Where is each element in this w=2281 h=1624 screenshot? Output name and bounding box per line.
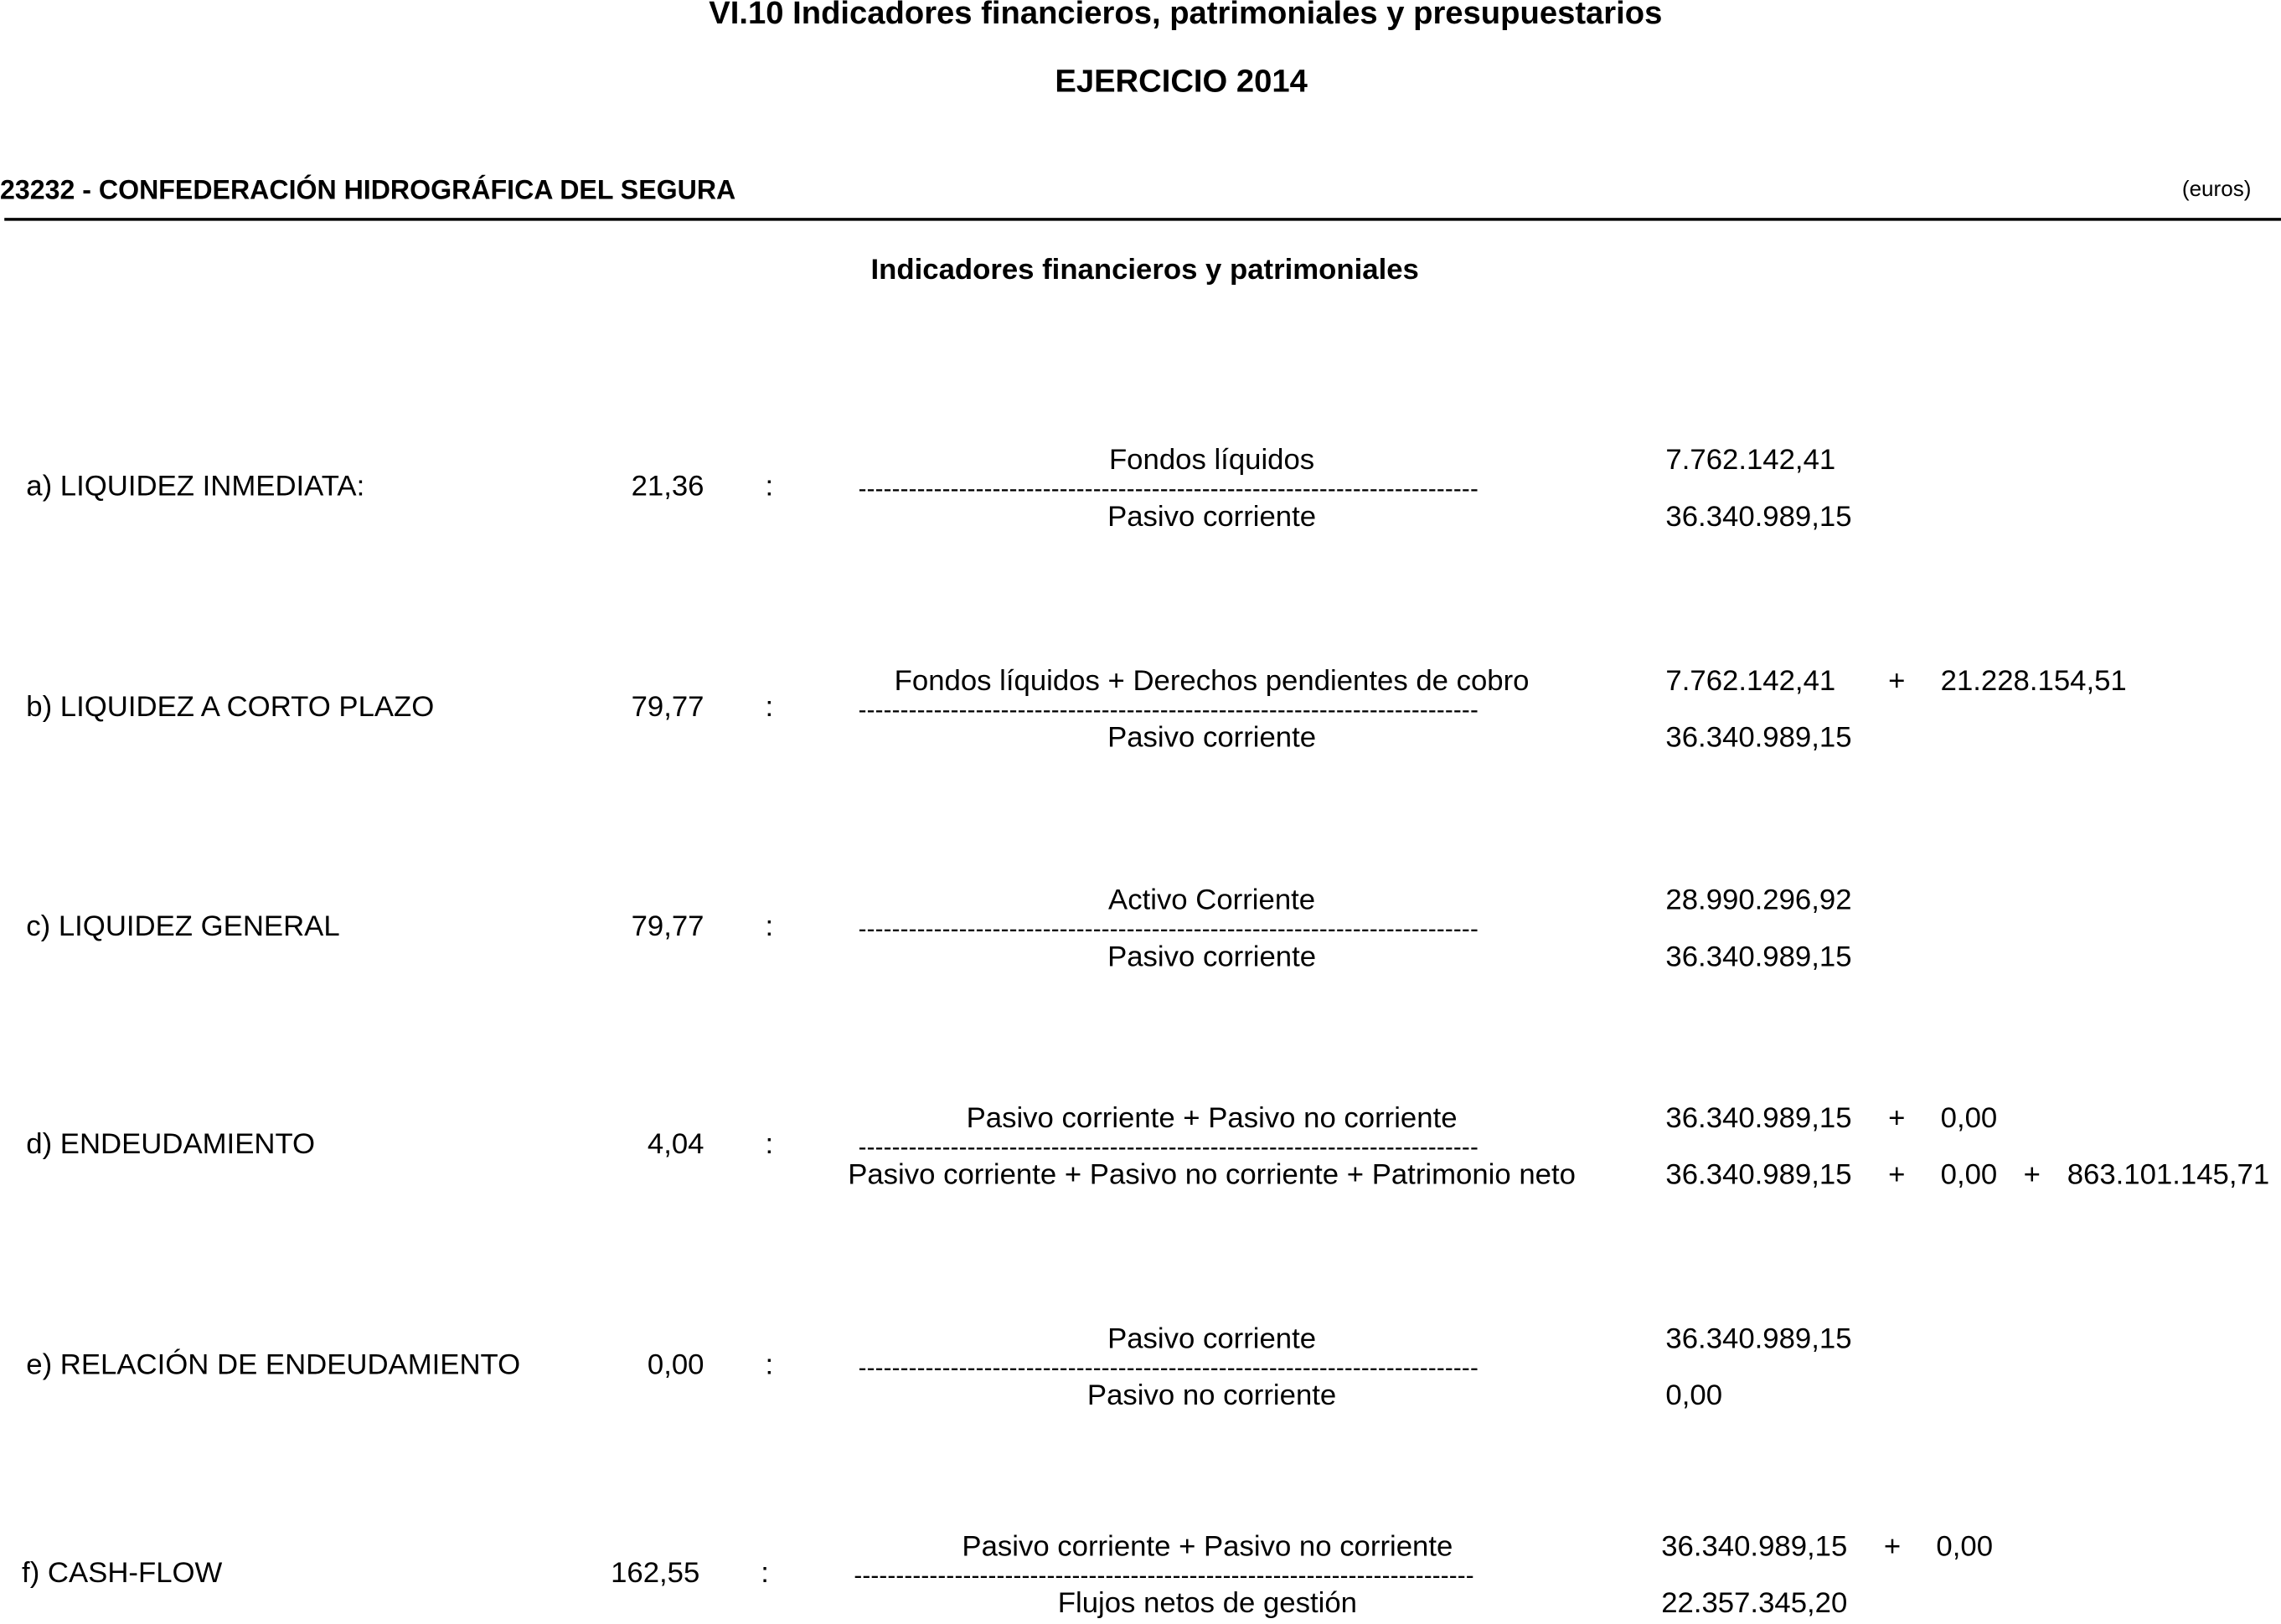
denominator-amount: 863.101.145,71 [2067,1159,2270,1192]
indicator-value: 162,55 [611,1557,700,1590]
indicator-colon: : [765,1349,774,1382]
fraction-divider: -------------------------------------------------------------------------- [858,1353,1479,1382]
numerator-formula: Activo Corriente [1108,884,1316,917]
numerator-amount: 0,00 [1936,1531,1994,1564]
numerator-amount: 0,00 [1940,1102,1998,1135]
fraction-divider: -------------------------------------------------------------------------- [858,695,1479,724]
numerator-amount: 36.340.989,15 [1665,1323,1852,1356]
indicator-label: d) ENDEUDAMIENTO [26,1128,316,1161]
indicator-colon: : [765,910,774,943]
section-title: Indicadores financieros y patrimoniales [870,254,1419,286]
denominator-formula: Pasivo corriente [1107,941,1317,974]
denominator-formula: Pasivo corriente [1107,721,1317,755]
indicator-label: b) LIQUIDEZ A CORTO PLAZO [26,691,435,724]
numerator-amount: 36.340.989,15 [1665,1102,1852,1135]
denominator-amount: 36.340.989,15 [1665,501,1852,534]
numerator-formula: Pasivo corriente [1107,1323,1317,1356]
currency-units: (euros) [2181,177,2252,203]
denominator-formula: Pasivo corriente + Pasivo no corriente + Patrimonio neto [848,1159,1576,1192]
denominator-amount: 22.357.345,20 [1661,1587,1848,1620]
plus-sign: + [1888,1102,1906,1135]
indicator-label: a) LIQUIDEZ INMEDIATA: [26,470,365,503]
indicator-colon: : [761,1557,769,1590]
entity-name: 23232 - CONFEDERACIÓN HIDROGRÁFICA DEL SEGURA [0,174,736,205]
numerator-amount: 7.762.142,41 [1665,665,1836,698]
indicator-label: e) RELACIÓN DE ENDEUDAMIENTO [26,1349,521,1382]
denominator-amount: 36.340.989,15 [1665,721,1852,755]
indicator-colon: : [765,691,774,724]
fiscal-year-heading: EJERCICIO 2014 [1055,62,1308,99]
numerator-amount: 36.340.989,15 [1661,1531,1848,1564]
numerator-amount: 7.762.142,41 [1665,444,1836,477]
denominator-formula: Pasivo corriente [1107,501,1317,534]
indicator-value: 79,77 [631,691,704,724]
indicator-label: c) LIQUIDEZ GENERAL [26,910,340,943]
document-title: VI.10 Indicadores financieros, patrimoniales y presupuestarios [709,0,1663,31]
numerator-formula: Fondos líquidos [1108,444,1315,477]
indicator-value: 4,04 [647,1128,704,1161]
indicator-value: 0,00 [647,1349,704,1382]
fraction-divider: -------------------------------------------------------------------------- [858,915,1479,943]
numerator-amount: 28.990.296,92 [1665,884,1852,917]
indicator-colon: : [765,1128,774,1161]
plus-sign: + [1883,1531,1902,1564]
numerator-formula: Fondos líquidos + Derechos pendientes de cobro [894,665,1530,698]
denominator-amount: 0,00 [1940,1159,1998,1192]
indicator-value: 21,36 [631,470,704,503]
indicator-value: 79,77 [631,910,704,943]
indicator-label: f) CASH-FLOW [22,1557,223,1590]
plus-sign: + [1888,665,1906,698]
denominator-amount: 0,00 [1665,1379,1723,1412]
fraction-divider: -------------------------------------------------------------------------- [858,1132,1479,1161]
numerator-formula: Pasivo corriente + Pasivo no corriente [966,1102,1458,1135]
numerator-amount: 21.228.154,51 [1940,665,2127,698]
denominator-formula: Flujos netos de gestión [1057,1587,1357,1620]
fraction-divider: -------------------------------------------------------------------------- [858,475,1479,503]
numerator-formula: Pasivo corriente + Pasivo no corriente [962,1531,1453,1564]
plus-sign: + [2023,1159,2041,1192]
plus-sign: + [1888,1159,1906,1192]
header-divider [4,218,2281,220]
denominator-amount: 36.340.989,15 [1665,1159,1852,1192]
indicator-colon: : [765,470,774,503]
fraction-divider: -------------------------------------------------------------------------- [854,1561,1474,1590]
denominator-formula: Pasivo no corriente [1086,1379,1337,1412]
denominator-amount: 36.340.989,15 [1665,941,1852,974]
